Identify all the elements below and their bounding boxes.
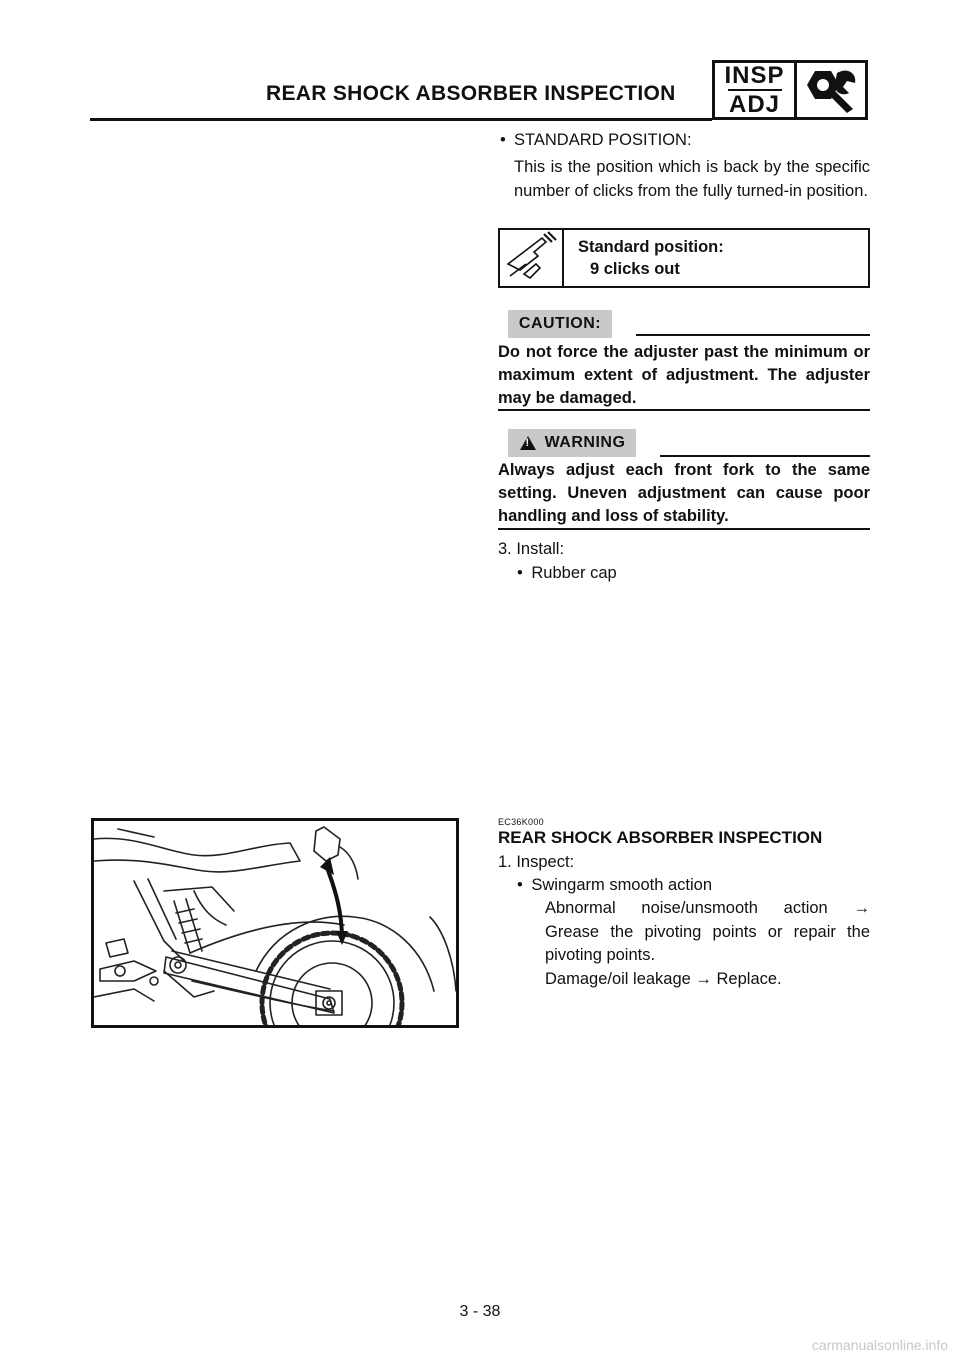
install-item <box>517 562 857 585</box>
warning-text: Always adjust each front fork to the same setting. Uneven adjustment can cause poor handling and loss of stability. <box>498 461 870 525</box>
inspect-line-1: Abnormal noise/unsmooth action → <box>545 899 870 917</box>
warning-glyph: ! <box>525 437 530 449</box>
bullet: • <box>500 131 506 149</box>
inspect-step: 1. Inspect: <box>498 853 575 871</box>
inspect-line-2: Grease the pivoting points or repair the pivoting points. <box>545 922 870 964</box>
inspect-item-text: Swingarm smooth action <box>531 876 713 894</box>
inspect-line-3: Damage/oil leakage → Replace. <box>545 969 782 988</box>
inspect-instructions <box>545 897 870 991</box>
install-step: 3. Install: <box>498 540 565 558</box>
inspect-item <box>517 874 857 897</box>
bullet: • <box>517 564 523 582</box>
badge-insp: INSP <box>724 62 785 89</box>
insp-adj-label <box>715 63 797 117</box>
section-badge <box>712 60 868 120</box>
badge-adj: ADJ <box>728 91 780 118</box>
caution-text: Do not force the adjuster past the minimum or maximum extent of adjustment. The adjuster may be damaged. <box>498 343 870 407</box>
wrench-nut-icon <box>797 63 865 117</box>
warning-tag <box>508 429 636 457</box>
caution-tag: CAUTION: <box>508 310 612 338</box>
spec-value: 9 clicks out <box>590 260 680 278</box>
page-number: 3 - 38 <box>459 1303 501 1320</box>
spec-label: Standard position: <box>578 238 724 256</box>
caution-rule-bottom <box>498 409 870 411</box>
spec-divider <box>562 230 564 286</box>
warning-rule-bottom <box>498 528 870 530</box>
warning-triangle-icon <box>519 435 537 451</box>
section-code: EC36K000 <box>498 817 544 827</box>
spec-box <box>498 228 870 288</box>
section-title: REAR SHOCK ABSORBER INSPECTION <box>498 828 823 847</box>
caution-rule-top <box>636 334 870 336</box>
caliper-icon <box>500 230 562 286</box>
footer-watermark: carmanualsonline.info <box>811 1337 948 1353</box>
standard-position-heading: STANDARD POSITION: <box>514 131 692 149</box>
warning-rule-top <box>660 455 870 457</box>
page-header-title: REAR SHOCK ABSORBER INSPECTION <box>266 82 676 105</box>
header-rule <box>90 118 712 121</box>
warning-label: WARNING <box>544 434 626 451</box>
bullet: • <box>517 876 523 894</box>
install-item-text: Rubber cap <box>531 564 617 582</box>
standard-position-text: This is the position which is back by the specific number of clicks from the fully turned-in position. <box>514 158 870 200</box>
swingarm-illustration <box>91 818 459 1028</box>
standard-position-block <box>498 129 870 203</box>
